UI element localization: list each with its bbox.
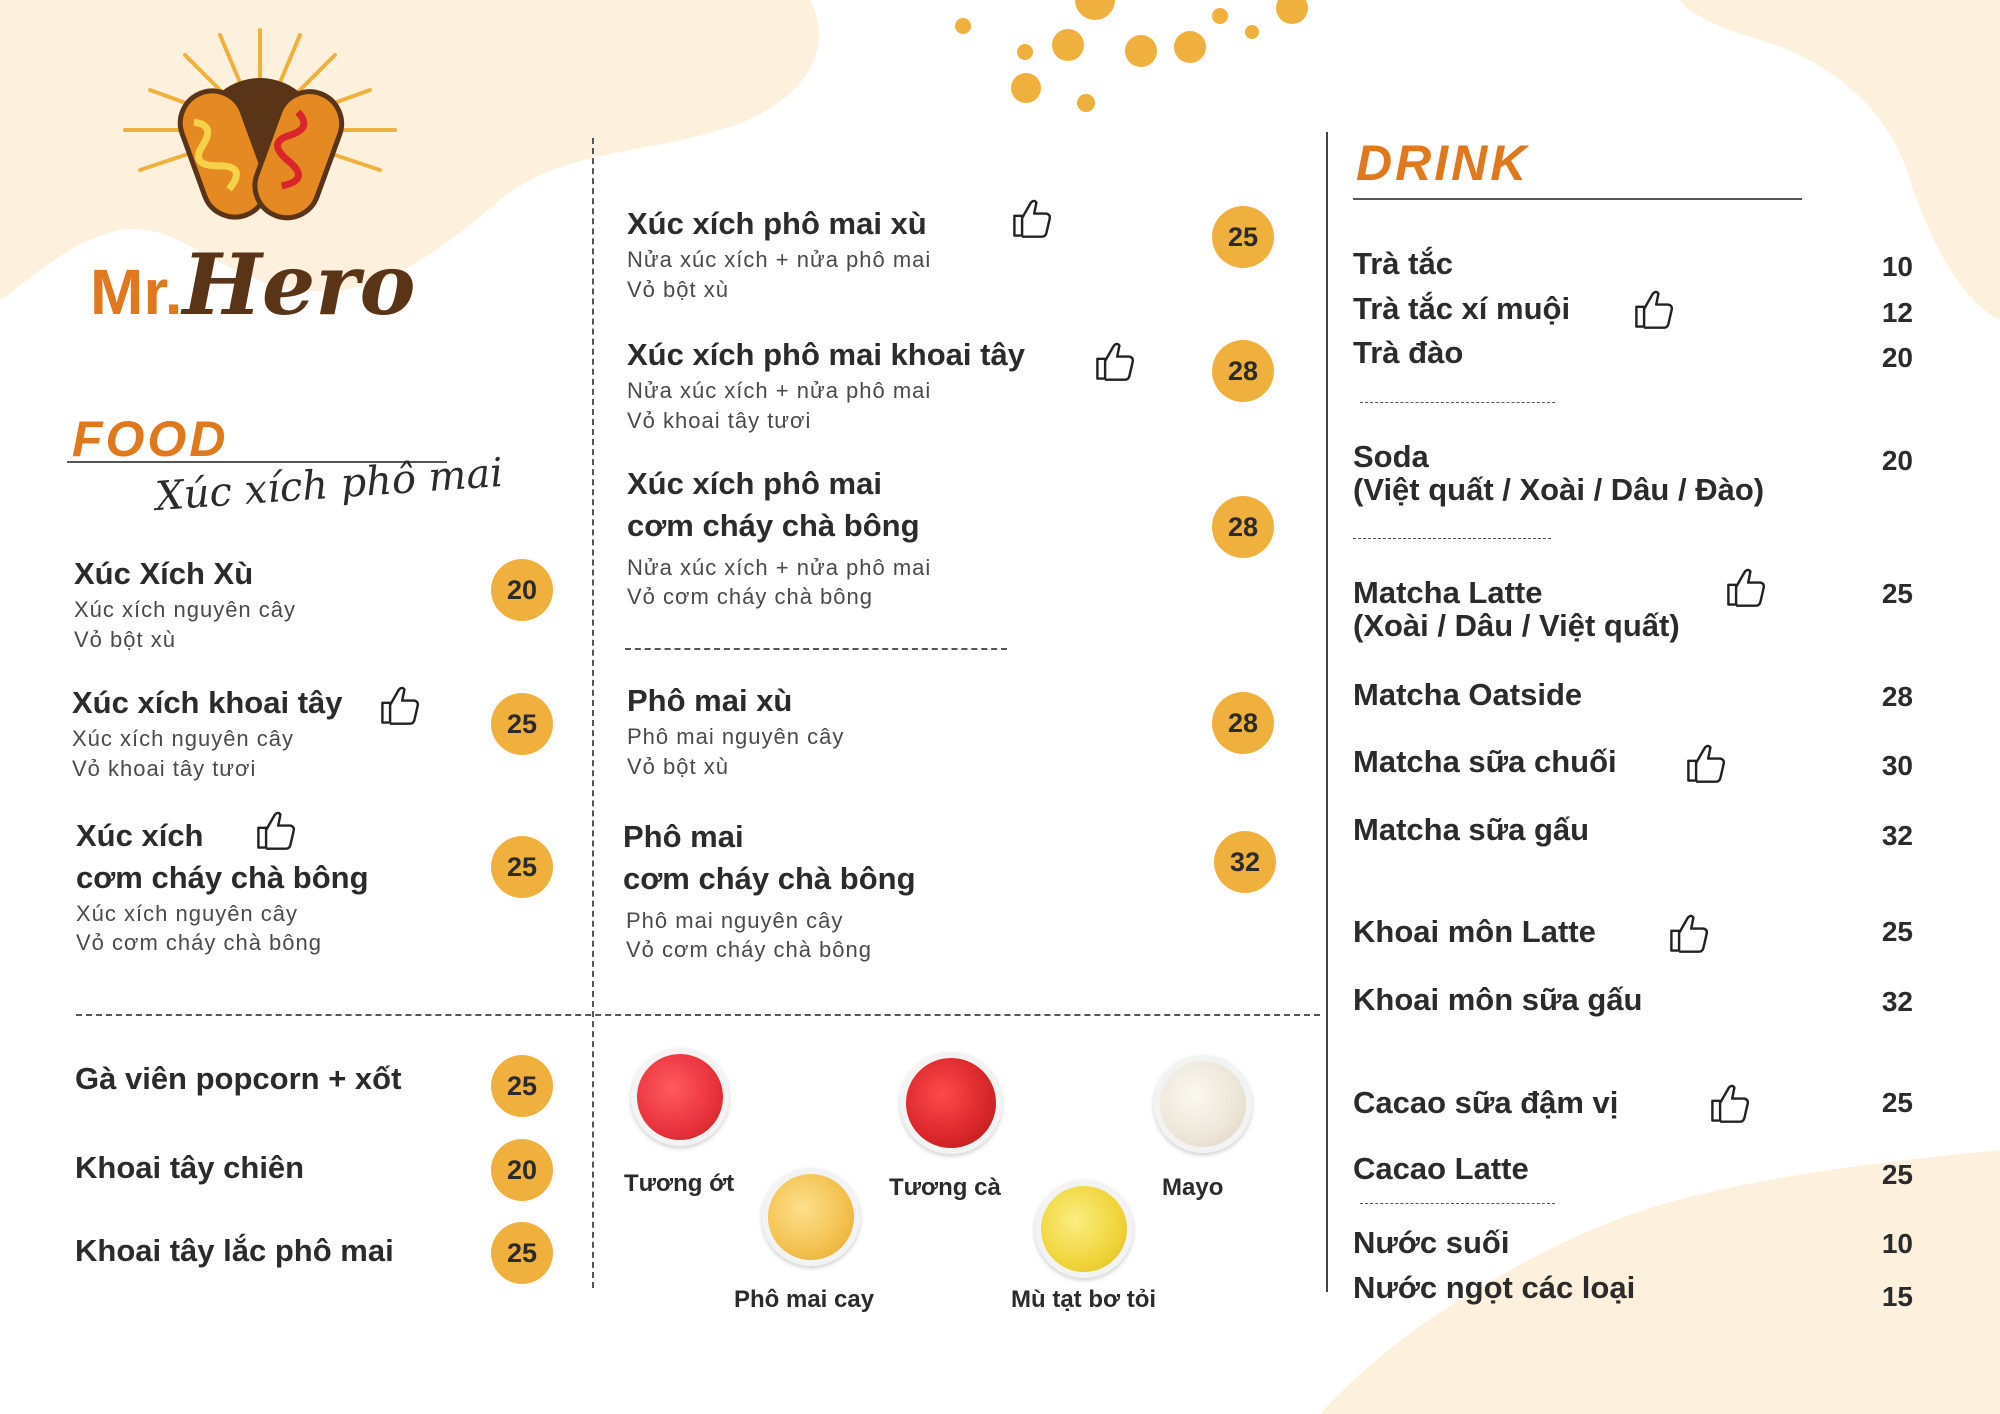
drink-item-price: 25 <box>1881 916 1913 947</box>
divider-right-vertical <box>1326 132 1328 1292</box>
drink-item-name: Cacao sữa đậm vị <box>1353 1085 1619 1120</box>
thumbs-up-icon <box>1667 911 1711 955</box>
food-item-price: 20 <box>491 559 553 621</box>
middle-item-desc: Phô mai nguyên cây <box>627 723 845 749</box>
middle-item-desc: Vỏ khoai tây tươi <box>627 407 812 433</box>
decorative-dots <box>940 0 1320 130</box>
food-item-1 <box>72 682 343 783</box>
drink-item-price: 32 <box>1881 820 1913 851</box>
sauce-label: Tương cà <box>889 1174 1001 1201</box>
drink-item-matcha-latte <box>1353 577 1680 642</box>
drink-item-name: Soda <box>1353 439 1429 474</box>
thumbs-up-icon <box>378 683 422 727</box>
drink-item-name: Matcha Latte <box>1353 575 1543 610</box>
drink-item-price: 10 <box>1881 251 1913 282</box>
middle-item-price: 32 <box>1214 831 1276 893</box>
corn-dog-logo-icon <box>90 20 430 240</box>
drink-item-price: 25 <box>1881 578 1913 609</box>
middle-item-price: 28 <box>1212 496 1274 558</box>
drink-item-price: 30 <box>1881 750 1913 781</box>
drink-item-price: 32 <box>1881 986 1913 1017</box>
drink-item-name: Nước suối <box>1353 1225 1510 1260</box>
drink-divider <box>1360 1203 1555 1204</box>
food-item-desc: Xúc xích nguyên cây <box>72 725 295 751</box>
middle-item-3 <box>627 680 844 781</box>
sauce-bowl-pho-mai-cay <box>762 1168 860 1266</box>
middle-item-price: 28 <box>1212 692 1274 754</box>
middle-item-2 <box>627 463 931 612</box>
background-blob-top-right <box>1680 0 2000 330</box>
sauce-bowl-mu-tat-bo-toi <box>1035 1180 1133 1278</box>
side-item-name: Gà viên popcorn + xốt <box>75 1061 402 1096</box>
drink-item-name: Nước ngọt các loại <box>1353 1270 1636 1305</box>
middle-item-desc: Vỏ cơm cháy chà bông <box>626 937 872 963</box>
food-item-desc: Vỏ khoai tây tươi <box>72 755 257 781</box>
drink-item-price: 25 <box>1881 1159 1913 1190</box>
brand-name-prefix: Mr. <box>90 256 183 328</box>
sauce-label: Mù tạt bơ tỏi <box>1011 1286 1157 1313</box>
middle-item-name: Xúc xích phô mai khoai tây <box>627 337 1025 372</box>
brand-name-main: Hero <box>182 235 416 334</box>
drink-item-price: 10 <box>1881 1228 1913 1259</box>
middle-item-desc: Nửa xúc xích + nửa phô mai <box>627 377 932 403</box>
drink-item-name: Matcha sữa chuối <box>1353 744 1617 779</box>
thumbs-up-icon <box>1093 339 1137 383</box>
middle-item-name: cơm cháy chà bông <box>627 507 920 543</box>
middle-item-name: Phô mai <box>623 819 744 854</box>
drink-item-price: 25 <box>1881 1087 1913 1118</box>
drink-item-name: Khoai môn sữa gấu <box>1353 982 1643 1017</box>
middle-item-name: Xúc xích phô mai <box>627 466 882 501</box>
middle-item-1 <box>627 334 1025 435</box>
middle-item-desc: Phô mai nguyên cây <box>626 907 844 933</box>
middle-item-name: cơm cháy chà bông <box>623 860 916 896</box>
middle-item-price: 25 <box>1212 206 1274 268</box>
thumbs-up-icon <box>1684 741 1728 785</box>
drink-item-name: (Xoài / Dâu / Việt quất) <box>1353 607 1680 643</box>
divider-left-vertical <box>592 138 594 1288</box>
drink-item-name: Trà tắc xí muội <box>1353 291 1571 326</box>
sauce-bowl-tuong-ot <box>631 1048 729 1146</box>
middle-item-desc: Vỏ cơm cháy chà bông <box>627 584 873 610</box>
food-item-desc: Xúc xích nguyên cây <box>76 900 299 926</box>
drink-item-name: Matcha Oatside <box>1353 677 1583 712</box>
drink-item-name: Trà tắc <box>1353 246 1453 281</box>
middle-item-name: Phô mai xù <box>627 683 793 718</box>
drink-item-name: Cacao Latte <box>1353 1151 1529 1186</box>
drink-item-price: 20 <box>1881 342 1913 373</box>
drink-item-price: 20 <box>1881 445 1913 476</box>
side-item-name: Khoai tây lắc phô mai <box>75 1233 394 1268</box>
drink-item-name: Matcha sữa gấu <box>1353 812 1590 847</box>
thumbs-up-icon <box>1632 287 1676 331</box>
side-item-price: 25 <box>491 1055 553 1117</box>
thumbs-up-icon <box>1010 196 1054 240</box>
middle-item-desc: Vỏ bột xù <box>627 276 729 302</box>
divider-middle-short <box>625 648 1007 650</box>
drink-item-name: Khoai môn Latte <box>1353 914 1596 949</box>
drink-item-name: (Việt quất / Xoài / Dâu / Đào) <box>1353 471 1765 507</box>
food-item-price: 25 <box>491 836 553 898</box>
drink-heading: DRINK <box>1356 135 1530 191</box>
side-item-price: 20 <box>491 1139 553 1201</box>
thumbs-up-icon <box>1724 565 1768 609</box>
sauce-label: Phô mai cay <box>734 1286 875 1313</box>
drink-heading-underline <box>1353 198 1802 200</box>
middle-item-price: 28 <box>1212 340 1274 402</box>
brand-name <box>90 235 416 334</box>
food-item-desc: Vỏ cơm cháy chà bông <box>76 930 322 956</box>
food-item-0 <box>74 553 296 654</box>
drink-divider <box>1353 538 1551 539</box>
middle-item-desc: Nửa xúc xích + nửa phô mai <box>627 554 932 580</box>
middle-item-desc: Vỏ bột xù <box>627 753 729 779</box>
middle-item-name: Xúc xích phô mai xù <box>627 206 927 241</box>
drink-item-price: 12 <box>1881 297 1913 328</box>
thumbs-up-icon <box>254 808 298 852</box>
food-item-desc: Vỏ bột xù <box>74 626 176 652</box>
food-heading: FOOD <box>72 411 229 467</box>
drink-item-price: 28 <box>1881 681 1913 712</box>
food-item-name: cơm cháy chà bông <box>76 859 369 895</box>
food-item-2 <box>76 815 369 958</box>
divider-lower-horizontal <box>76 1014 1320 1016</box>
food-item-desc: Xúc xích nguyên cây <box>74 596 297 622</box>
food-item-name: Xúc xích khoai tây <box>72 685 343 720</box>
middle-item-desc: Nửa xúc xích + nửa phô mai <box>627 246 932 272</box>
drink-divider <box>1360 402 1555 403</box>
middle-item-4 <box>623 816 916 965</box>
sauce-bowl-tuong-ca <box>900 1052 1002 1154</box>
sauce-bowl-mayo <box>1154 1055 1252 1153</box>
thumbs-up-icon <box>1708 1081 1752 1125</box>
sauce-label: Mayo <box>1162 1174 1224 1201</box>
side-item-name: Khoai tây chiên <box>75 1150 305 1185</box>
middle-item-0 <box>627 203 931 304</box>
drink-item-price: 15 <box>1881 1281 1913 1312</box>
food-item-name: Xúc Xích Xù <box>74 556 254 591</box>
drink-item-soda <box>1353 441 1764 506</box>
side-item-price: 25 <box>491 1222 553 1284</box>
sauce-label: Tương ớt <box>624 1170 735 1197</box>
food-subheading: Xúc xích phô mai <box>153 449 505 521</box>
food-item-name: Xúc xích <box>76 818 204 853</box>
drink-item-name: Trà đào <box>1353 335 1464 370</box>
brand-logo <box>90 20 450 350</box>
food-item-price: 25 <box>491 693 553 755</box>
